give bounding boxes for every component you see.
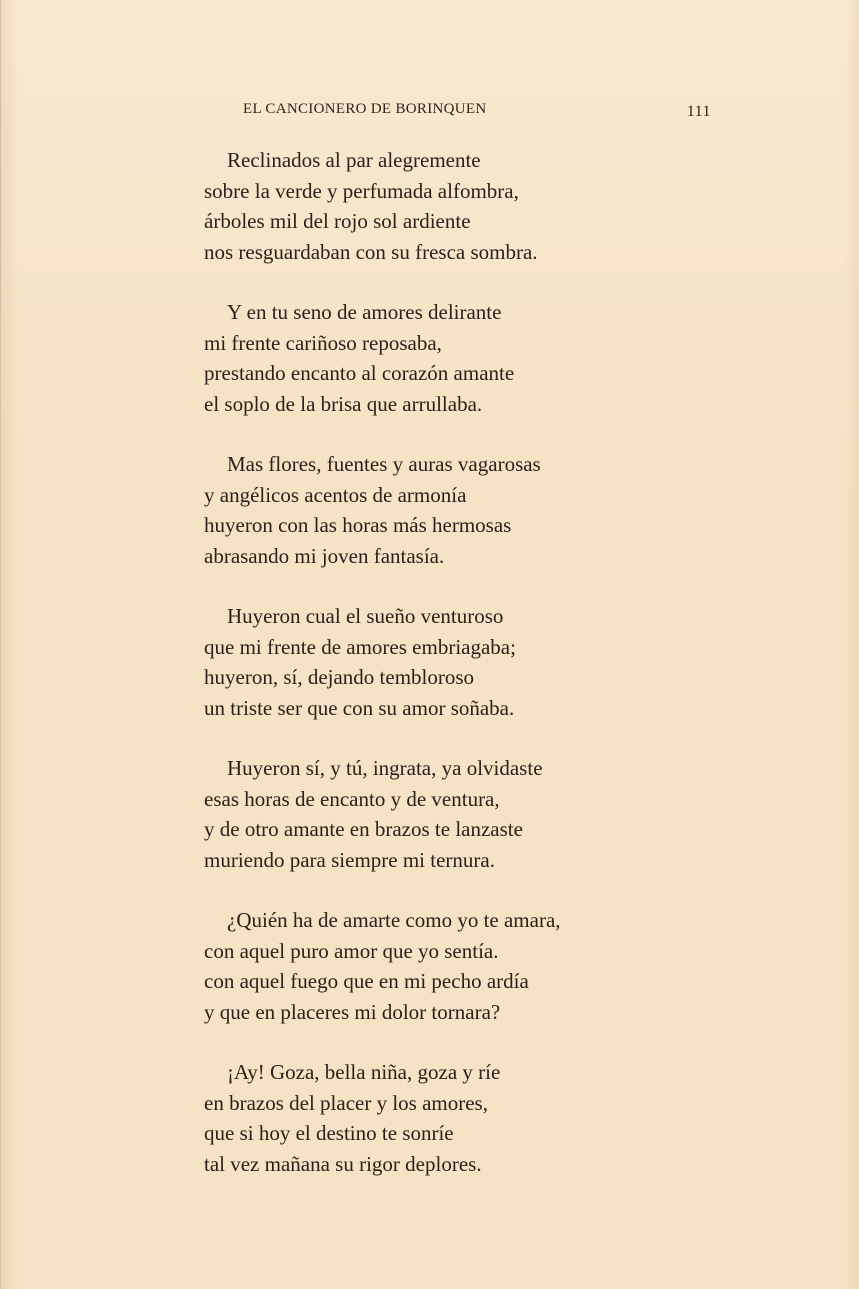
page-number: 111 xyxy=(686,103,711,120)
verse: sobre la verde y perfumada alfombra, xyxy=(204,178,519,203)
verse: un triste ser que con su amor soñaba. xyxy=(204,695,515,720)
verse: ¿Quién ha de amarte como yo te amara, xyxy=(227,908,561,932)
stanza-6 xyxy=(204,905,664,1027)
verse: huyeron, sí, dejando tembloroso xyxy=(204,665,475,689)
verse: tal vez mañana su rigor deplores. xyxy=(204,1151,482,1176)
verse: en brazos del placer y los amores, xyxy=(204,1090,488,1115)
stanza-4 xyxy=(204,601,664,723)
verse: árboles mil del rojo sol ardiente xyxy=(204,209,471,233)
verse: Huyeron cual el sueño venturoso xyxy=(227,604,504,628)
verse: que si hoy el destino te sonríe xyxy=(204,1121,454,1145)
stanza-5 xyxy=(204,753,664,875)
stanza-2 xyxy=(204,297,664,419)
verse: Reclinados al par alegremente xyxy=(227,148,481,172)
stanza-7 xyxy=(204,1057,664,1179)
stanza-1 xyxy=(204,145,664,267)
verse: abrasando mi joven fantasía. xyxy=(204,543,445,568)
verse: huyeron con las horas más hermosas xyxy=(204,513,512,537)
verse: Huyeron sí, y tú, ingrata, ya olvidaste xyxy=(227,756,543,780)
verse: muriendo para siempre mi ternura. xyxy=(204,847,495,872)
verse: prestando encanto al corazón amante xyxy=(204,361,515,385)
verse: ¡Ay! Goza, bella niña, goza y ríe xyxy=(227,1060,501,1084)
verse: Mas flores, fuentes y auras vagarosas xyxy=(227,452,541,476)
poem xyxy=(204,145,664,1179)
running-header xyxy=(243,101,711,125)
stanza-3 xyxy=(204,449,664,571)
verse: que mi frente de amores embriagaba; xyxy=(204,634,516,659)
verse: y que en placeres mi dolor tornara? xyxy=(204,999,501,1024)
verse: con aquel puro amor que yo sentía. xyxy=(204,938,499,963)
verse: mi frente cariñoso reposaba, xyxy=(204,330,442,355)
verse: y de otro amante en brazos te lanzaste xyxy=(204,817,523,841)
verse: el soplo de la brisa que arrullaba. xyxy=(204,391,483,416)
verse: nos resguardaban con su fresca sombra. xyxy=(204,239,538,264)
verse: esas horas de encanto y de ventura, xyxy=(204,786,500,811)
running-header-title: EL CANCIONERO DE BORINQUEN xyxy=(243,101,487,117)
verse: y angélicos acentos de armonía xyxy=(204,482,467,507)
verse: con aquel fuego que en mi pecho ardía xyxy=(204,969,529,993)
verse: Y en tu seno de amores delirante xyxy=(227,300,502,324)
